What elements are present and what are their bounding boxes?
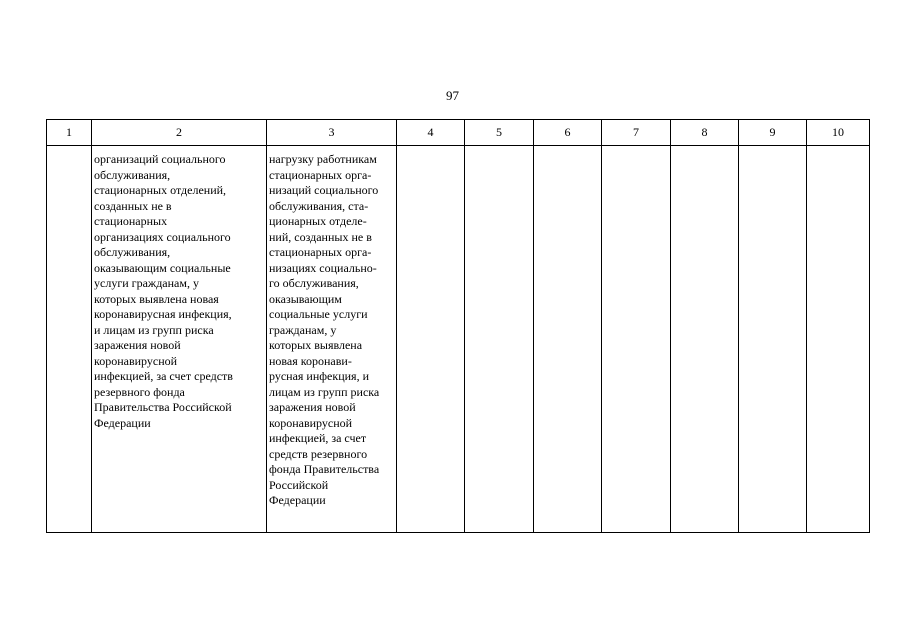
table-cell-col7 — [602, 146, 671, 533]
table-cell-col4 — [397, 146, 465, 533]
table-cell-col5 — [465, 146, 534, 533]
column-header-7: 7 — [602, 120, 671, 146]
table-cell-col9 — [739, 146, 807, 533]
page-number: 97 — [446, 88, 459, 103]
column-header-6: 6 — [534, 120, 602, 146]
column-header-5: 5 — [465, 120, 534, 146]
column-header-3: 3 — [267, 120, 397, 146]
column-header-8: 8 — [671, 120, 739, 146]
table-row — [47, 146, 870, 533]
table-cell-col10 — [807, 146, 870, 533]
column-header-2: 2 — [92, 120, 267, 146]
column-header-9: 9 — [739, 120, 807, 146]
data-table — [46, 119, 870, 533]
table-cell-col1 — [47, 146, 92, 533]
column-header-10: 10 — [807, 120, 870, 146]
table-header-row — [47, 120, 870, 146]
table-cell-col6 — [534, 146, 602, 533]
table-cell-col8 — [671, 146, 739, 533]
table-cell-col2: организаций социального обслуживания, стационарных отделений, созданных не в стационарных организациях социального обслуживания, оказывающим социальные услуги гражданам, у которых выявлена новая коронавирусная инфекция, и лицам из групп риска заражения новой коронавирусной инфекцией, за счет средств резервного фонда Правительства Российской Федерации — [92, 146, 267, 533]
table-cell-col3: нагрузку работникам стационарных орга- низаций социального обслуживания, ста- ционарных отделе- ний, созданных не в стационарных орга- низациях социально- го обслуживания, оказывающим социальные услуги гражданам, у которых выявлена новая коронави- русная инфекция, и лицам из групп риска заражения новой коронавирусной инфекцией, за счет средств резервного фонда Правительства Российской Федерации — [267, 146, 397, 533]
column-header-4: 4 — [397, 120, 465, 146]
column-header-1: 1 — [47, 120, 92, 146]
